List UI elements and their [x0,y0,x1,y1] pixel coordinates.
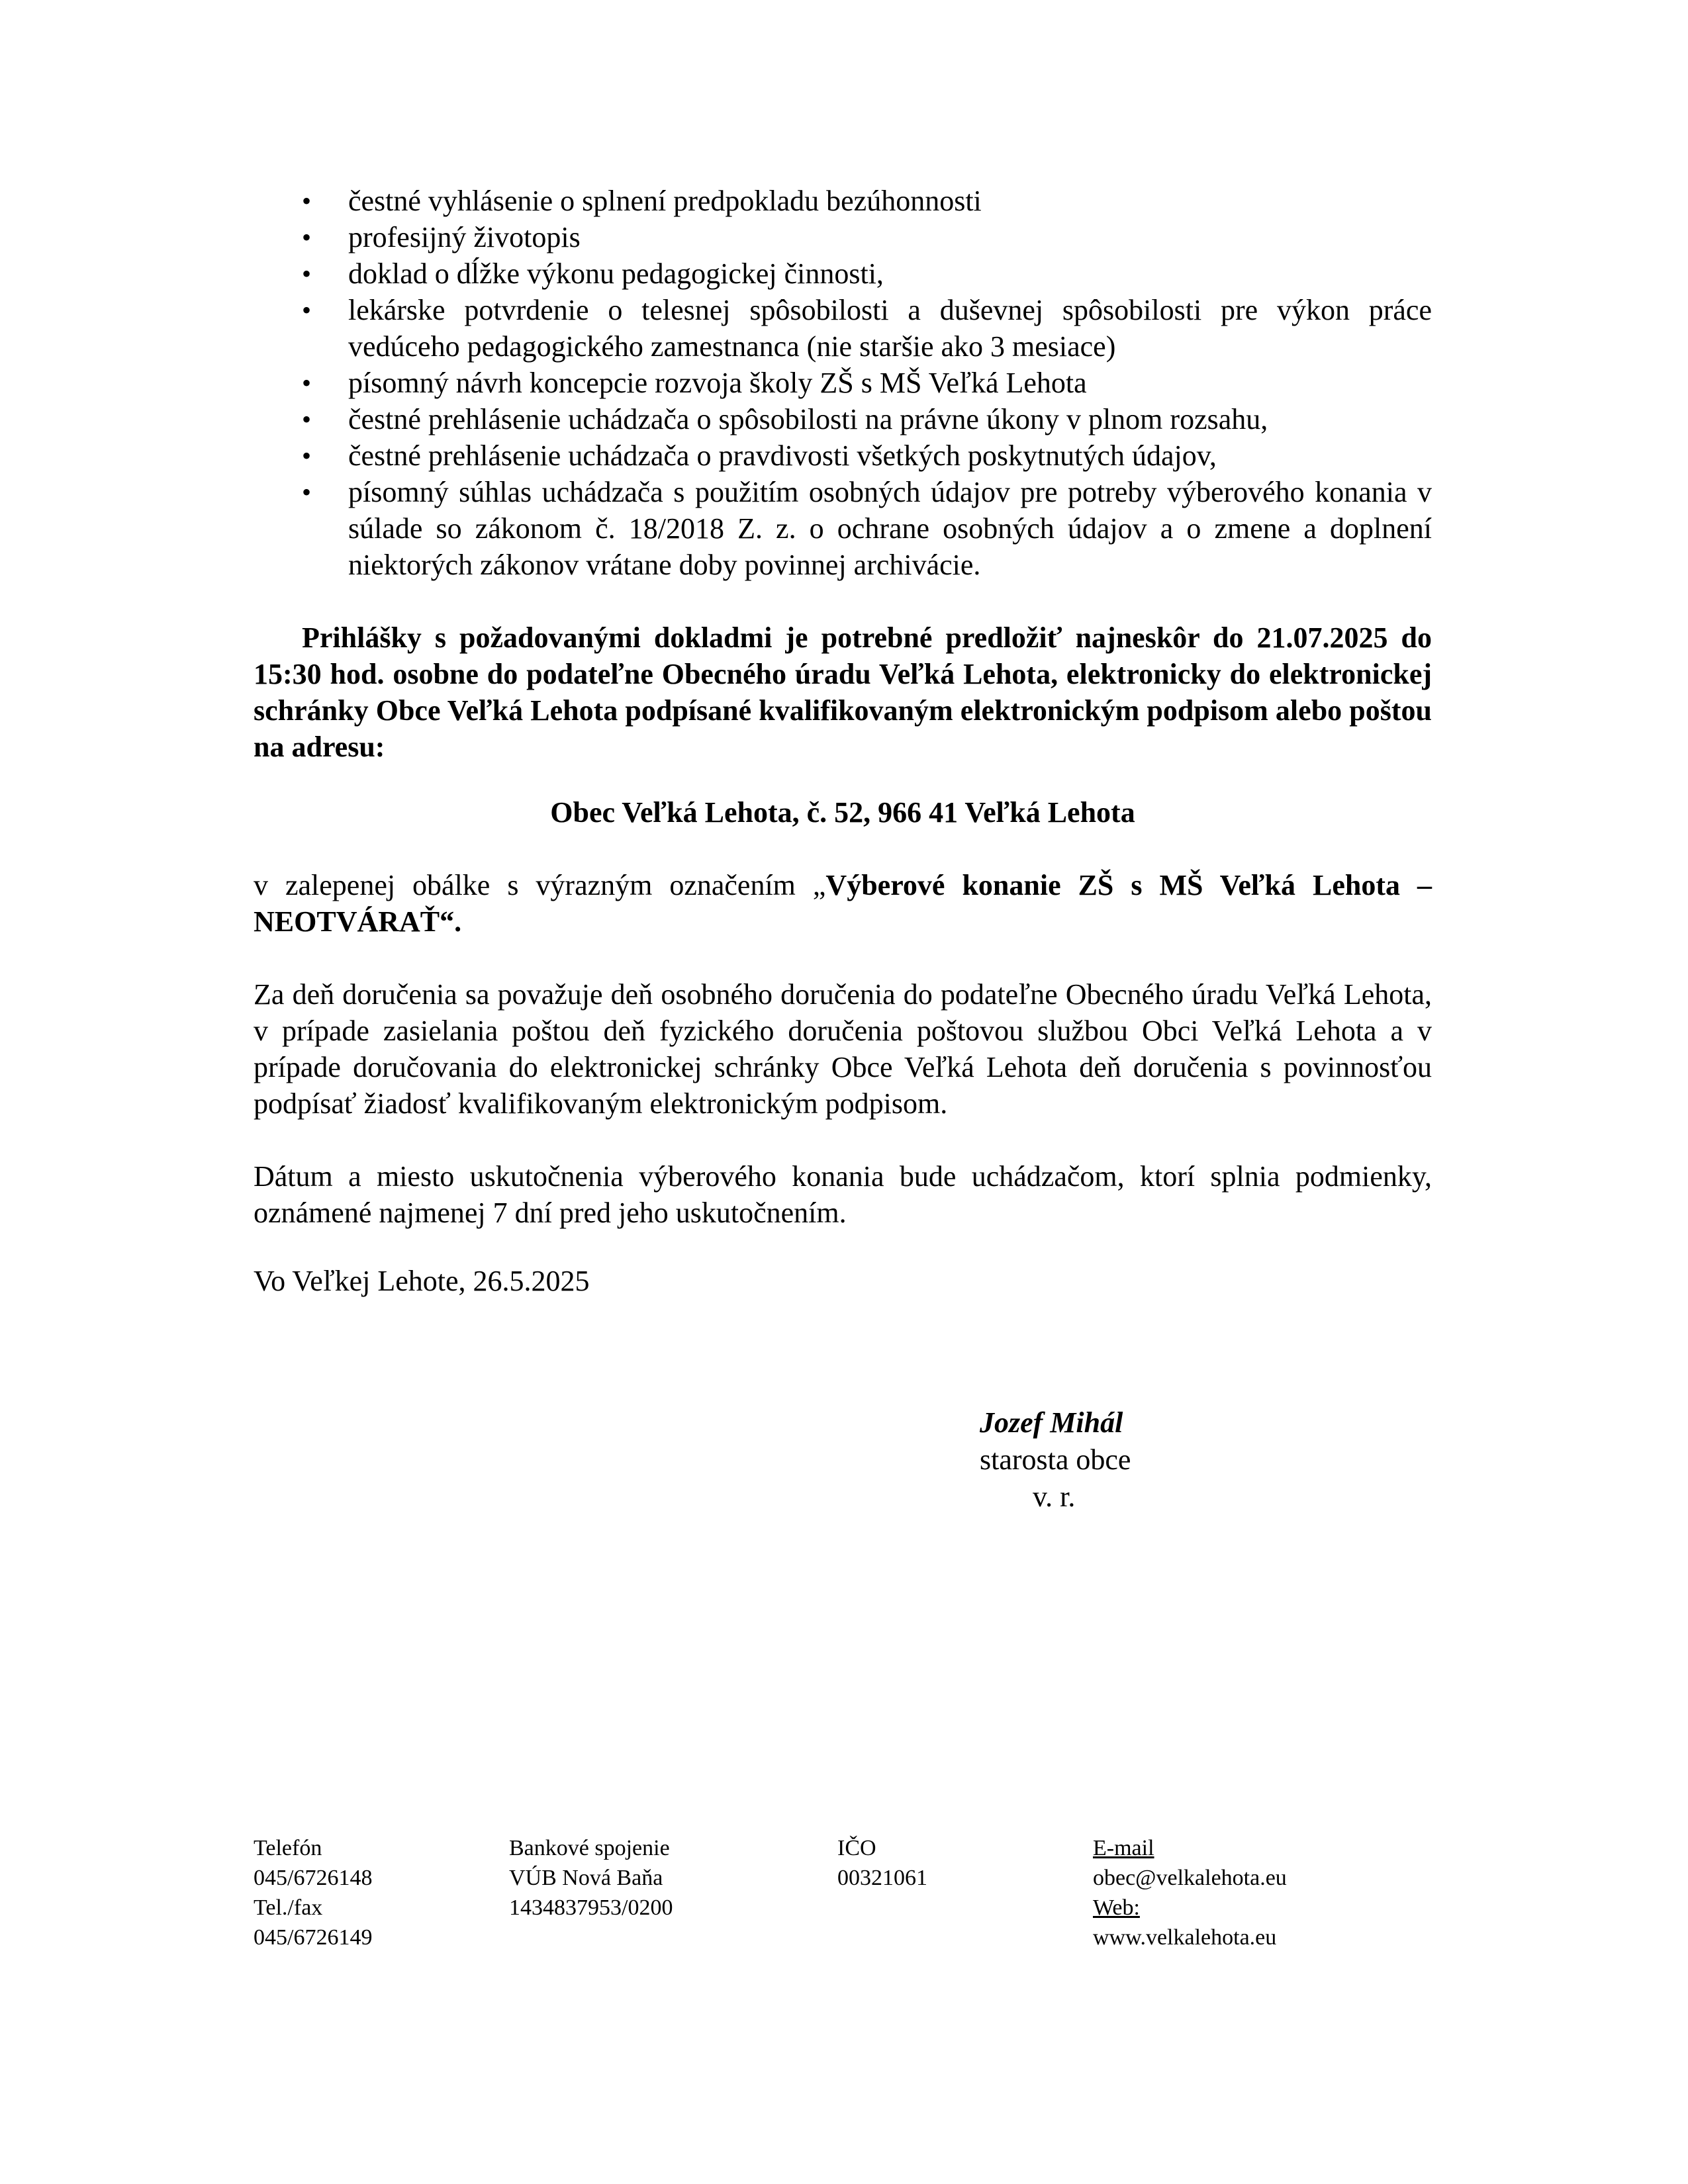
envelope-paragraph: v zalepenej obálke s výrazným označením „Výberové konanie ZŠ s MŠ Veľká Lehota – NEOTVÁRAŤ“. [254,869,1432,938]
list-item: • čestné vyhlásenie o splnení predpokladu bezúhonnosti [254,183,1432,219]
bullet-icon: • [302,441,312,471]
bullet-icon: • [302,477,312,507]
list-item: • písomný návrh koncepcie rozvoja školy ZŠ s MŠ Veľká Lehota [254,365,1432,401]
footer-contact-column [1093,1833,1287,1952]
signatory-role: starosta obce [980,1443,1131,1476]
list-item: • lekárske potvrdenie o telesnej spôsobilosti a duševnej spôsobilosti pre výkon práce vedúceho pedagogického zamestnanca (nie staršie ako 3 mesiace) [254,292,1432,365]
fax-label: Tel./fax [254,1895,323,1920]
list-item: • doklad o dĺžke výkonu pedagogickej činnosti, [254,255,1432,292]
envelope-marking: Výberové konanie ZŠ s MŠ Veľká Lehota – NEOTVÁRAŤ [254,869,1432,938]
web-link[interactable]: www.velkalehota.eu [1093,1925,1277,1950]
bullet-icon: • [302,222,312,252]
deadline-paragraph: Prihlášky s požadovanými dokladmi je potrebné predložiť najneskôr do 21.07.2025 do 15:30 hod. osobne do podateľne Obecného úradu Veľká Lehota, elektronicky do elektronickej schránky Obce Veľká Lehota podpísané kvalifikovaným elektronickým podpisom alebo poštou na adresu: [254,621,1432,763]
place-and-date: Vo Veľkej Lehote, 26.5.2025 [254,1265,590,1297]
list-item: • profesijný životopis [254,219,1432,255]
footer-phone-column [254,1833,372,1952]
delivery-paragraph: Za deň doručenia sa považuje deň osobného doručenia do podateľne Obecného úradu Veľká Lehota, v prípade zasielania poštou deň fyzického doručenia poštovou službou Obci Veľká Lehota a v prípade doručovania do elektronickej schránky Obce Veľká Lehota deň doručenia s povinnosťou podpísať žiadosť kvalifikovaným elektronickým podpisom. [254,978,1432,1120]
signature-block [980,1404,1205,1516]
email-label: E-mail [1093,1836,1154,1860]
phone-label: Telefón [254,1836,322,1860]
bank-account: 1434837953/0200 [509,1895,673,1920]
document-body [254,183,1432,1231]
submission-address: Obec Veľká Lehota, č. 52, 966 41 Veľká Lehota [550,796,1135,829]
bank-label: Bankové spojenie [509,1836,670,1860]
email-link[interactable]: obec@velkalehota.eu [1093,1866,1287,1890]
footer-ico-column [837,1833,927,1893]
bullet-icon: • [302,186,312,216]
list-item: • čestné prehlásenie uchádzača o pravdivosti všetkých poskytnutých údajov, [254,437,1432,474]
footer [254,1833,1432,1966]
bullet-icon: • [302,259,312,289]
bank-name: VÚB Nová Baňa [509,1866,663,1890]
requirements-list [254,183,1432,583]
bullet-icon: • [302,404,312,434]
list-item: • písomný súhlas uchádzača s použitím osobných údajov pre potreby výberového konania v súlade so zákonom č. 18/2018 Z. z. o ochrane osobných údajov a o zmene a doplnení niektorých zákonov vrátane doby povinnej archivácie. [254,474,1432,583]
ico-value: 00321061 [837,1866,927,1890]
footer-bank-column [509,1833,673,1923]
bullet-icon: • [302,368,312,398]
date-paragraph: Dátum a miesto uskutočnenia výberového konania bude uchádzačom, ktorí splnia podmienky, oznámené najmenej 7 dní pred jeho uskutočnením. [254,1160,1432,1229]
web-label: Web: [1093,1895,1140,1920]
ico-label: IČO [837,1836,876,1860]
fax-value: 045/6726149 [254,1925,373,1950]
phone-value: 045/6726148 [254,1866,373,1890]
signatory-name: Jozef Mihál [980,1406,1123,1439]
signatory-vr: v. r. [1033,1480,1076,1513]
list-item: • čestné prehlásenie uchádzača o spôsobilosti na právne úkony v plnom rozsahu, [254,401,1432,437]
bullet-icon: • [302,295,312,325]
